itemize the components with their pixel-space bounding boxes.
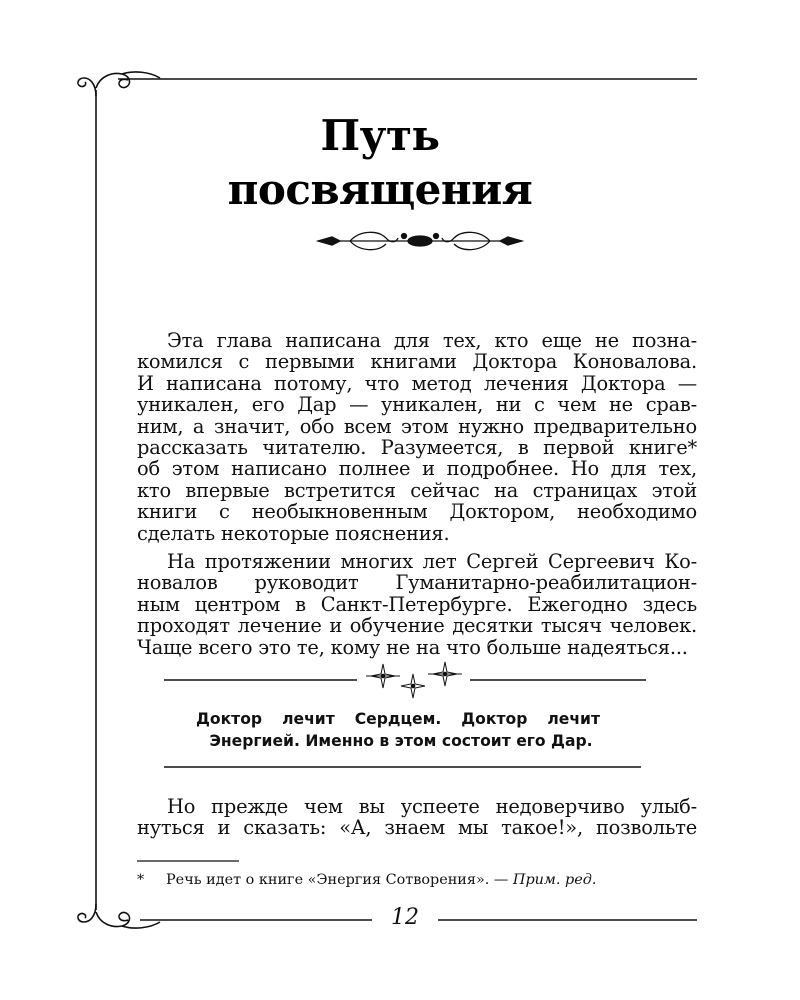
bottom-left-flourish-icon (78, 904, 160, 928)
top-left-flourish-icon (78, 72, 160, 96)
text-line: Чаще всего это те, кому не на что больше надеяться... (137, 635, 688, 659)
text-line: нуться и сказать: «А, знаем мы такое!», позвольте (137, 816, 697, 840)
footnote-editor-note: Прим. ред. (512, 872, 597, 888)
text-line: Но прежде чем вы успеете недоверчиво улыб- (167, 795, 697, 818)
footnote-text: Речь идет о книге «Энергия Сотворения». — (166, 872, 513, 888)
text-line: ним, а значит, обо всем этом нужно предварительно (137, 414, 697, 438)
text-line: новалов руководит Гуманитарно-реабилитацион- (137, 571, 697, 595)
text-line: рассказать читателю. Разумеется, в первой книге* (137, 436, 697, 460)
text-line: уникален, его Дар — уникален, ни с чем не срав- (137, 393, 697, 417)
text-line: На протяжении многих лет Сергей Сергеевич Ко- (167, 550, 697, 573)
text-line: Эта глава написана для тех, кто еще не позна- (167, 329, 697, 352)
text-line: кто впервые встретится сейчас на страницах этой (137, 478, 697, 502)
pull-quote (160, 708, 642, 752)
footnote (137, 872, 596, 888)
text-line: проходят лечение и обучение десятки тысяч человек. (137, 614, 697, 638)
text-line: сделать некоторые пояснения. (137, 521, 450, 545)
pull-quote-line-1: Доктор лечит Сердцем. Доктор лечит (196, 710, 600, 728)
star-divider (164, 662, 646, 698)
body-paragraph-2 (137, 551, 697, 658)
page-number: 12 (391, 905, 419, 930)
body-paragraph-1 (137, 330, 697, 544)
chapter-title-line-1: Путь (320, 111, 440, 160)
pull-quote-line-2: Энергией. Именно в этом состоит его Дар. (209, 732, 593, 750)
title-ornament-icon (318, 232, 522, 249)
text-line: И написана потому, что метод лечения Доктора — (137, 371, 697, 395)
footnote-marker: * (137, 872, 145, 888)
text-line: книги с необыкновенным Доктором, необходимо (137, 500, 697, 524)
chapter-title-line-2: посвящения (227, 165, 533, 214)
body-paragraph-3 (137, 796, 697, 839)
text-line: комился с первыми книгами Доктора Коновалова. (137, 350, 697, 374)
text-line: ным центром в Санкт-Петербурге. Ежегодно здесь (137, 592, 697, 616)
sparkle-icon (366, 662, 462, 698)
text-line: об этом написано полнее и подробнее. Но для тех, (137, 457, 697, 481)
